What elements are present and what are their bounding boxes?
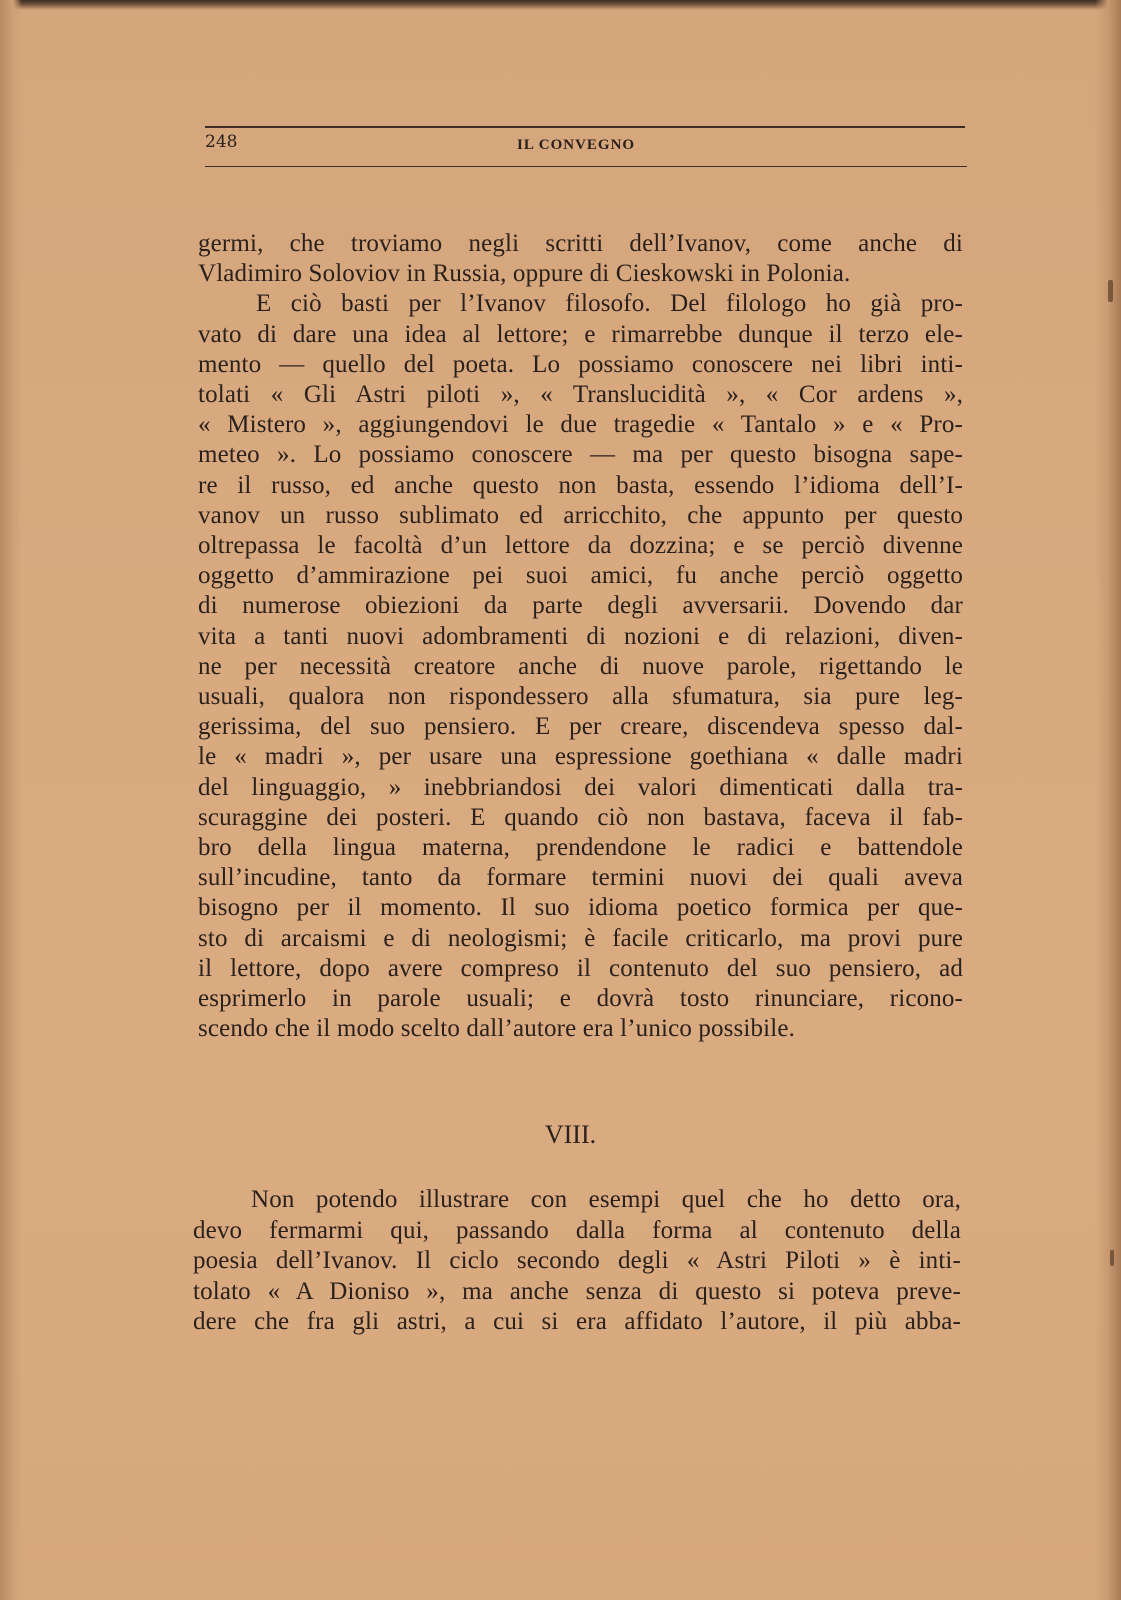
text-line: tolati « Gli Astri piloti », « Translucidità », « Cor ardens », [198,381,963,409]
text-line: vanov un russo sublimato ed arricchito, che appunto per questo [198,501,963,529]
section-heading: VIII. [544,1120,597,1149]
text-line: mento — quello del poeta. Lo possiamo conoscere nei libri inti- [198,350,963,378]
text-line: il lettore, dopo avere compreso il contenuto del suo pensiero, ad [198,954,963,982]
text-line: Non potendo illustrare con esempi quel che ho detto ora, [251,1186,961,1213]
text-line: vato di dare una idea al lettore; e rimarrebbe dunque il terzo ele- [198,320,963,348]
text-line: « Mistero », aggiungendovi le due tragedie « Tantalo » e « Pro- [198,411,963,439]
text-line: oggetto d’ammirazione pei suoi amici, fu anche perciò oggetto [198,562,963,590]
text-line: del linguaggio, » inebbriandosi dei valori dimenticati dalla tra- [198,773,963,801]
text-line: tolato « A Dioniso », ma anche senza di questo si poteva preve- [193,1277,961,1305]
text-line: poesia dell’Ivanov. Il ciclo secondo degli « Astri Piloti » è inti- [193,1247,961,1274]
text-line: gerissima, del suo pensiero. E per creare, discendeva spesso dal- [198,713,963,741]
running-head [205,118,965,168]
text-line: E ciò basti per l’Ivanov filosofo. Del filologo ho già pro- [256,290,963,318]
text-line: le « madri », per usare una espressione goethiana « dalle madri [198,743,963,771]
header-rule-top [205,126,965,128]
text-line: meteo ». Lo possiamo conoscere — ma per questo bisogna sape- [198,441,963,469]
text-line: Vladimiro Soloviov in Russia, oppure di Cieskowski in Polonia. [198,260,851,288]
text-line: dere che fra gli astri, a cui si era affidato l’autore, il più abba- [193,1308,961,1335]
paragraph-1 [198,229,963,289]
main-text-block [198,229,963,1044]
text-line: re il russo, ed anche questo non basta, essendo l’idioma dell’I- [198,471,963,499]
text-line: sull’incudine, tanto da formare termini nuovi dei quali aveva [198,864,963,892]
text-line: ne per necessità creatore anche di nuove parole, rigettando le [198,652,963,680]
page-top-edge [0,0,1121,10]
section-viii-text [193,1185,961,1338]
ink-mark [1110,1250,1114,1266]
text-line: devo fermarmi qui, passando dalla forma al contenuto della [193,1216,961,1244]
page-left-edge [0,0,22,1600]
text-line: scuraggine dei posteri. E quando ciò non bastava, faceva il fab- [198,803,963,831]
paragraph-2 [198,289,963,1044]
page-number: 248 [205,132,238,152]
text-line: di numerose obiezioni da parte degli avversarii. Dovendo dar [198,592,963,620]
header-rule-bottom [205,166,967,167]
text-line: bisogno per il momento. Il suo idioma poetico formica per que- [198,894,963,922]
text-line: esprimerlo in parole usuali; e dovrà tosto rinunciare, ricono- [198,985,963,1013]
text-line: usuali, qualora non rispondessero alla sfumatura, sia pure leg- [198,683,963,711]
text-line: sto di arcaismi e di neologismi; è facile criticarlo, ma provi pure [198,924,963,952]
ink-mark [1108,280,1113,302]
text-line: scendo che il modo scelto dall’autore era l’unico possibile. [198,1015,796,1043]
text-line: bro della lingua materna, prendendone le radici e battendole [198,834,963,862]
text-line: germi, che troviamo negli scritti dell’Ivanov, come anche di [198,230,963,257]
text-line: vita a tanti nuovi adombramenti di nozioni e di relazioni, diven- [198,622,963,650]
page-right-edge [1095,0,1121,1600]
journal-title: IL CONVEGNO [517,137,636,153]
text-line: oltrepassa le facoltà d’un lettore da dozzina; e se perciò divenne [198,532,963,560]
